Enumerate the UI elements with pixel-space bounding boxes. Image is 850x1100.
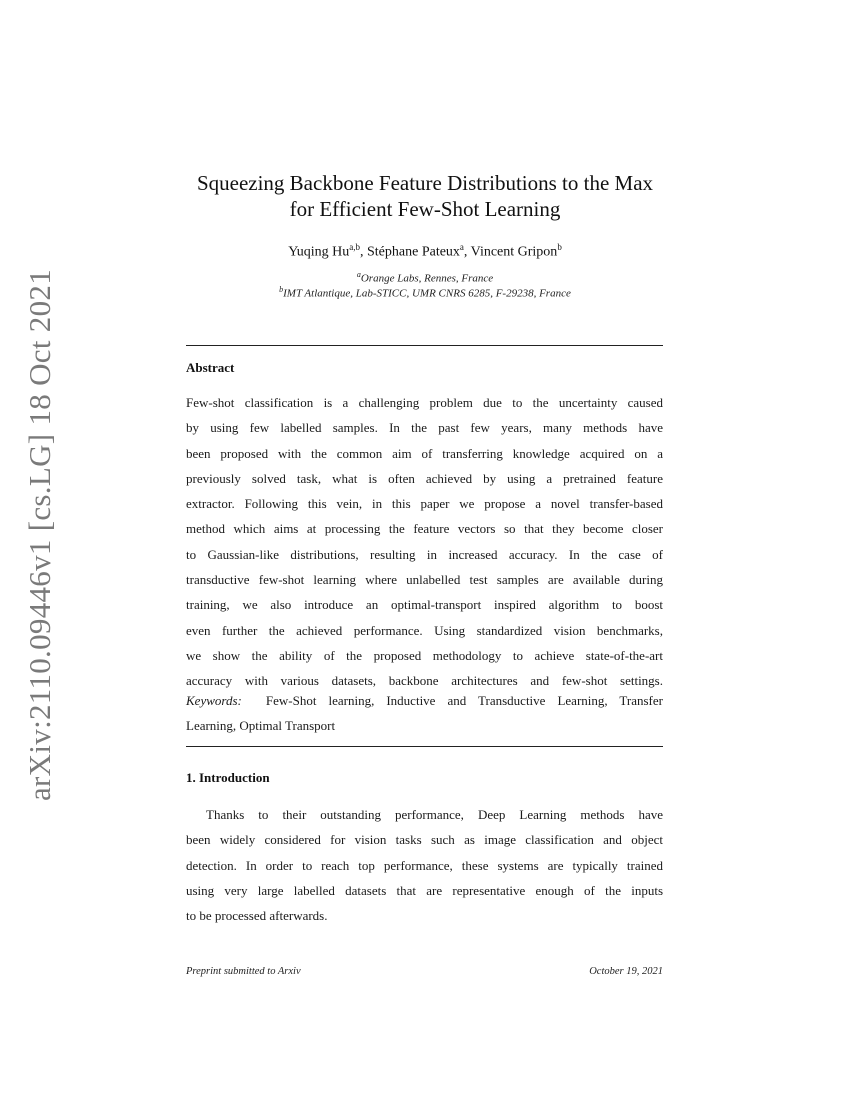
paper-title-line-1: Squeezing Backbone Feature Distributions to the Max <box>196 171 654 195</box>
introduction-line: detection. In order to reach top performance, these systems are typically trained <box>186 857 663 873</box>
author-affiliation-mark: b <box>557 242 562 252</box>
keywords-block <box>186 688 663 739</box>
abstract-line: method which aims at processing the feature vectors so that they become closer <box>186 521 663 537</box>
date-footer: October 19, 2021 <box>589 966 663 977</box>
author-name: Stéphane Pateux <box>367 244 460 260</box>
abstract-line: by using few labelled samples. In the past few years, many methods have <box>186 420 663 436</box>
introduction-line: been widely considered for vision tasks such as image classification and object <box>186 832 663 848</box>
abstract-line: we show the ability of the proposed methodology to achieve state-of-the-art <box>186 647 663 663</box>
abstract-line: to Gaussian-like distributions, resulting in increased accuracy. In the case of <box>186 546 663 562</box>
author-name: Yuqing Hu <box>288 244 350 260</box>
author-separator: , <box>463 244 471 260</box>
affiliation-b <box>0 285 850 300</box>
author-separator: , <box>360 244 367 260</box>
author-name: Vincent Gripon <box>470 244 558 260</box>
introduction-line: to be processed afterwards. <box>186 908 328 924</box>
author-affiliation-mark: a,b <box>349 242 360 252</box>
abstract-line: been proposed with the common aim of transferring knowledge acquired on a <box>186 445 663 461</box>
abstract-body <box>186 390 663 694</box>
affiliation-a <box>0 270 850 285</box>
introduction-line: Thanks to their outstanding performance, Deep Learning methods have <box>206 807 663 822</box>
abstract-heading: Abstract <box>186 360 235 375</box>
abstract-line: transductive few-shot learning where unlabelled test samples are available during <box>186 572 663 588</box>
author-affiliation-mark: a <box>459 242 464 252</box>
abstract-line: previously solved task, what is often achieved by using a pretrained feature <box>186 470 663 486</box>
affiliation-text: IMT Atlantique, Lab-STICC, UMR CNRS 6285, F-29238, France <box>283 287 571 300</box>
affiliation-text: Orange Labs, Rennes, France <box>360 272 494 285</box>
author-list <box>0 242 850 261</box>
abstract-line: training, we also introduce an optimal-transport inspired algorithm to boost <box>186 597 663 613</box>
paper-title-line-2: for Efficient Few-Shot Learning <box>289 197 561 221</box>
keywords-text: Few-Shot learning, Inductive and Transductive Learning, Transfer <box>265 693 663 708</box>
keywords-line <box>186 688 663 713</box>
preprint-footer: Preprint submitted to Arxiv <box>186 966 301 977</box>
introduction-body <box>186 802 663 928</box>
affiliation-mark: b <box>279 285 284 294</box>
abstract-line: accuracy with various datasets, backbone architectures and few-shot settings. <box>186 673 663 689</box>
abstract-bottom-rule <box>186 746 663 747</box>
abstract-line: extractor. Following this vein, in this paper we propose a novel transfer-based <box>186 496 663 512</box>
abstract-line: Few-shot classification is a challenging problem due to the uncertainty caused <box>186 395 663 410</box>
introduction-line: using very large labelled datasets that are representative enough of the inputs <box>186 882 663 898</box>
abstract-top-rule <box>186 345 663 346</box>
affiliation-mark: a <box>356 270 361 279</box>
keywords-label: Keywords: <box>186 693 242 708</box>
abstract-line: even further the achieved performance. Using standardized vision benchmarks, <box>186 622 663 638</box>
keywords-line: Learning, Optimal Transport <box>186 718 336 734</box>
arxiv-identifier-stamp: arXiv:2110.09446v1 [cs.LG] 18 Oct 2021 <box>22 269 57 801</box>
introduction-heading: 1. Introduction <box>186 770 270 785</box>
